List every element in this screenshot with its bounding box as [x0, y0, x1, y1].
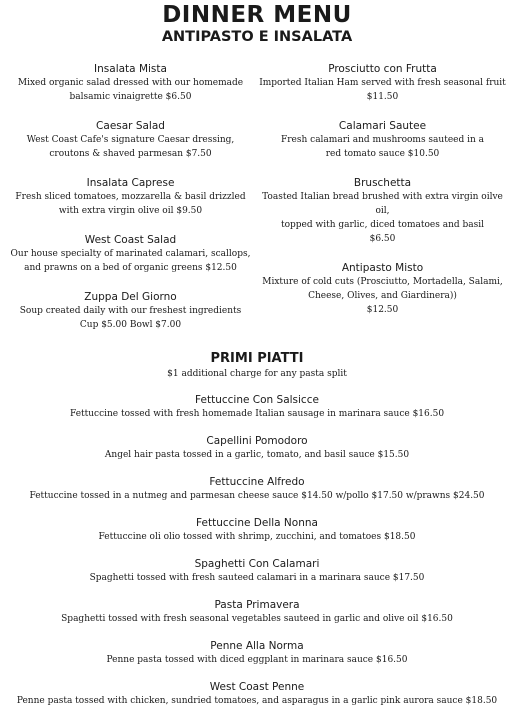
menu-item [5, 176, 256, 218]
menu-item [0, 475, 514, 503]
menu-item [0, 639, 514, 667]
item-description: Angel hair pasta tossed in a garlic, tomato, and basil sauce $15.50 [104, 450, 410, 460]
menu-title: DINNER MENU [162, 2, 352, 28]
item-name: Insalata Caprese [86, 177, 175, 189]
primi-list [0, 393, 514, 708]
item-description: Penne pasta tossed with chicken, sundried tomatoes, and asparagus in a garlic pink aurora sauce $18.50 [16, 696, 498, 706]
antipasto-right-column [256, 62, 509, 347]
menu-item [0, 598, 514, 626]
item-description: Fettuccine oli olio tossed with shrimp, zucchini, and tomatoes $18.50 [98, 532, 416, 542]
item-name: Insalata Mista [94, 63, 167, 75]
item-name: West Coast Penne [209, 681, 305, 693]
item-description: Fettuccine tossed with fresh homemade Italian sausage in marinara sauce $16.50 [69, 409, 445, 419]
item-description: Spaghetti tossed with fresh seasonal vegetables sauteed in garlic and olive oil $16.50 [61, 614, 453, 624]
item-name: Bruschetta [353, 177, 412, 189]
item-name: Calamari Sautee [338, 120, 427, 132]
item-description: Soup created daily with our freshest ingredients Cup $5.00 Bowl $7.00 [19, 306, 242, 330]
item-description: Penne pasta tossed with diced eggplant in marinara sauce $16.50 [106, 655, 408, 665]
item-description: Fettuccine tossed in a nutmeg and parmesan cheese sauce $14.50 w/pollo $17.50 w/prawns $24.50 [29, 491, 485, 501]
item-name: West Coast Salad [84, 234, 177, 246]
item-name: Prosciutto con Frutta [328, 63, 437, 75]
item-description: Fresh sliced tomatoes, mozzarella & basil drizzled with extra virgin olive oil $9.50 [15, 192, 246, 216]
menu-item [0, 516, 514, 544]
item-description: Mixed organic salad dressed with our homemade balsamic vinaigrette $6.50 [17, 78, 244, 102]
antipasto-columns [0, 62, 514, 347]
menu-item [256, 261, 509, 317]
item-name: Fettuccine Con Salsicce [195, 394, 319, 406]
item-name: Spaghetti Con Calamari [194, 558, 320, 570]
menu-item [0, 393, 514, 421]
item-description: Imported Italian Ham served with fresh seasonal fruit $11.50 [259, 78, 506, 102]
primi-note: $1 additional charge for any pasta split [167, 369, 347, 379]
menu-item [256, 62, 509, 104]
menu-item [0, 434, 514, 462]
menu-item [5, 62, 256, 104]
menu-item [5, 290, 256, 332]
item-name: Pasta Primavera [214, 599, 300, 611]
antipasto-left-column [5, 62, 256, 347]
primi-section-title: PRIMI PIATTI [210, 351, 304, 366]
item-name: Antipasto Misto [341, 262, 424, 274]
menu-item [0, 557, 514, 585]
item-name: Zuppa Del Giorno [84, 291, 177, 303]
item-description: Mixture of cold cuts (Prosciutto, Mortadella, Salami, Cheese, Olives, and Giardinera)) $12.50 [262, 277, 503, 315]
item-description: Fresh calamari and mushrooms sauteed in a red tomato sauce $10.50 [281, 135, 484, 159]
menu-item [0, 680, 514, 708]
item-name: Caesar Salad [96, 120, 165, 132]
item-description: Our house specialty of marinated calamari, scallops, and prawns on a bed of organic greens $12.50 [10, 249, 251, 273]
item-description: Spaghetti tossed with fresh sauteed calamari in a marinara sauce $17.50 [89, 573, 425, 583]
menu-item [5, 119, 256, 161]
menu-item [256, 119, 509, 161]
menu-item [256, 176, 509, 246]
item-name: Capellini Pomodoro [206, 435, 308, 447]
item-description: West Coast Cafe's signature Caesar dressing, croutons & shaved parmesan $7.50 [26, 135, 235, 159]
item-name: Penne Alla Norma [210, 640, 304, 652]
antipasto-section-title: ANTIPASTO E INSALATA [161, 29, 353, 45]
item-description: Toasted Italian bread brushed with extra virgin oilve oil, topped with garlic, diced tomatoes and basil $6.50 [262, 192, 503, 244]
item-name: Fettuccine Alfredo [209, 476, 305, 488]
item-name: Fettuccine Della Nonna [196, 517, 318, 529]
menu-item [5, 233, 256, 275]
